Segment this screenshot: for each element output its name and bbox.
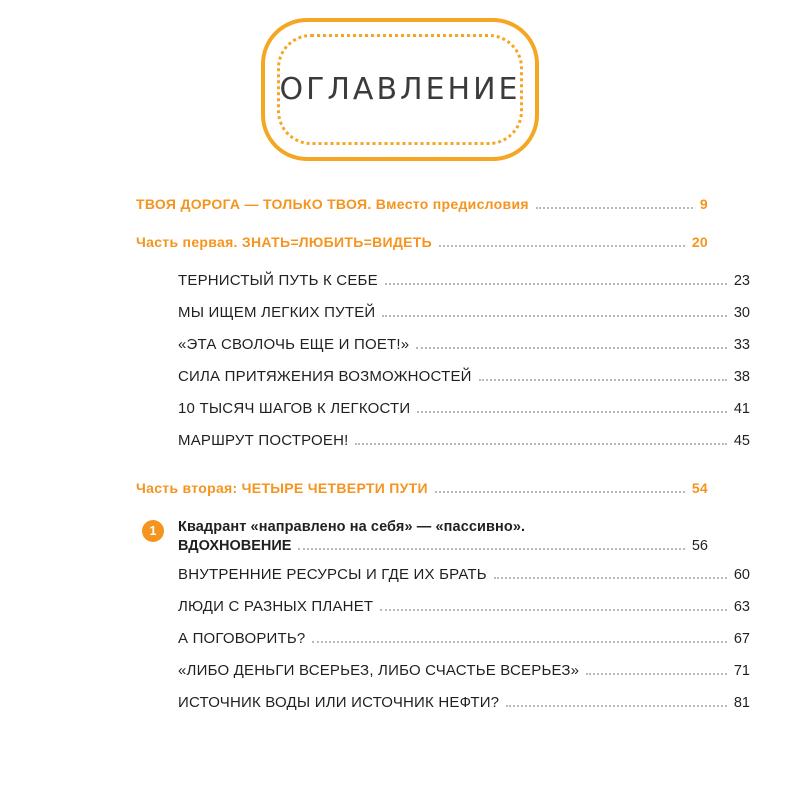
spacer <box>136 558 708 566</box>
list-item[interactable] <box>136 336 750 353</box>
toc-entry-label: 10 ТЫСЯЧ ШАГОВ К ЛЕГКОСТИ <box>178 400 411 417</box>
toc-leader-dots <box>385 282 727 285</box>
toc-entry-label: «ЛИБО ДЕНЬГИ ВСЕРЬЕЗ, ЛИБО СЧАСТЬЕ ВСЕРЬЕЗ» <box>178 662 580 679</box>
toc-entry-label: МЫ ИЩЕМ ЛЕГКИХ ПУТЕЙ <box>178 304 376 321</box>
toc-leader-dots <box>479 378 727 381</box>
chapter-title-line-2: ВДОХНОВЕНИЕ <box>178 538 292 554</box>
toc-leader-dots <box>586 672 727 675</box>
list-item[interactable] <box>136 368 750 385</box>
page-title: ОГЛАВЛЕНИЕ <box>279 72 521 107</box>
toc-entry-page: 41 <box>733 401 750 417</box>
toc-entry-label: Часть первая. ЗНАТЬ=ЛЮБИТЬ=ВИДЕТЬ <box>136 234 432 250</box>
toc-leader-dots <box>355 442 726 445</box>
toc-leader-dots <box>536 206 693 209</box>
toc-entry-page: 56 <box>691 538 708 554</box>
toc-entry-page: 81 <box>733 695 750 711</box>
toc-leader-dots <box>435 490 685 493</box>
toc-leader-dots <box>417 410 726 413</box>
toc-entry-part-two[interactable] <box>136 480 708 497</box>
toc-entry-label: ЛЮДИ С РАЗНЫХ ПЛАНЕТ <box>178 598 374 615</box>
toc-entry-page: 63 <box>733 599 750 615</box>
toc-leader-dots <box>312 640 726 643</box>
banner-outline <box>261 18 539 161</box>
list-item[interactable] <box>136 598 750 615</box>
toc-entry-label: МАРШРУТ ПОСТРОЕН! <box>178 432 349 449</box>
list-item[interactable] <box>136 630 750 647</box>
toc-entry-label: «ЭТА СВОЛОЧЬ ЕЩЕ И ПОЕТ!» <box>178 336 410 353</box>
toc-entry-label: ТВОЯ ДОРОГА — ТОЛЬКО ТВОЯ. Вместо предисловия <box>136 196 529 212</box>
list-item[interactable] <box>136 694 750 711</box>
list-item[interactable] <box>136 662 750 679</box>
toc-entry-part-one[interactable] <box>136 234 708 251</box>
toc-entry-label: СИЛА ПРИТЯЖЕНИЯ ВОЗМОЖНОСТЕЙ <box>178 368 472 385</box>
list-item[interactable] <box>136 272 750 289</box>
toc-entry-label: А ПОГОВОРИТЬ? <box>178 630 306 647</box>
toc-entry-chapter-one[interactable] <box>136 519 708 554</box>
table-of-contents <box>0 196 800 726</box>
toc-leader-dots <box>382 314 726 317</box>
toc-leader-dots <box>380 608 727 611</box>
toc-leader-dots <box>506 704 727 707</box>
chapter-title-line-1: Квадрант «направлено на себя» — «пассивно». <box>178 519 526 535</box>
toc-entry-label: ТЕРНИСТЫЙ ПУТЬ К СЕБЕ <box>178 272 378 289</box>
list-item[interactable] <box>136 400 750 417</box>
toc-entry-page: 60 <box>733 567 750 583</box>
toc-leader-dots <box>439 244 685 247</box>
toc-entry-page: 9 <box>699 196 708 212</box>
toc-entry-page: 33 <box>733 337 750 353</box>
toc-leader-dots <box>298 547 684 550</box>
toc-entry-page: 30 <box>733 305 750 321</box>
chapter-title-line-2-row <box>178 538 708 554</box>
chapter-number-badge: 1 <box>142 520 164 542</box>
toc-entry-page: 67 <box>733 631 750 647</box>
toc-leader-dots <box>494 576 727 579</box>
spacer <box>136 226 708 234</box>
list-item[interactable] <box>136 304 750 321</box>
toc-entry-page: 23 <box>733 273 750 289</box>
toc-entry-page: 38 <box>733 369 750 385</box>
toc-entry-label: ИСТОЧНИК ВОДЫ ИЛИ ИСТОЧНИК НЕФТИ? <box>178 694 500 711</box>
toc-entry-page: 54 <box>691 480 708 496</box>
toc-entry-page: 20 <box>691 234 708 250</box>
toc-leader-dots <box>416 346 727 349</box>
chapter-text <box>178 519 708 554</box>
spacer <box>136 464 708 480</box>
spacer <box>136 264 708 272</box>
toc-entry-label: Часть вторая: ЧЕТЫРЕ ЧЕТВЕРТИ ПУТИ <box>136 480 428 496</box>
toc-entry-preface[interactable] <box>136 196 708 213</box>
list-item[interactable] <box>136 432 750 449</box>
list-item[interactable] <box>136 566 750 583</box>
toc-entry-label: ВНУТРЕННИЕ РЕСУРСЫ И ГДЕ ИХ БРАТЬ <box>178 566 487 583</box>
title-banner <box>0 18 800 161</box>
toc-entry-page: 71 <box>733 663 750 679</box>
toc-entry-page: 45 <box>733 433 750 449</box>
